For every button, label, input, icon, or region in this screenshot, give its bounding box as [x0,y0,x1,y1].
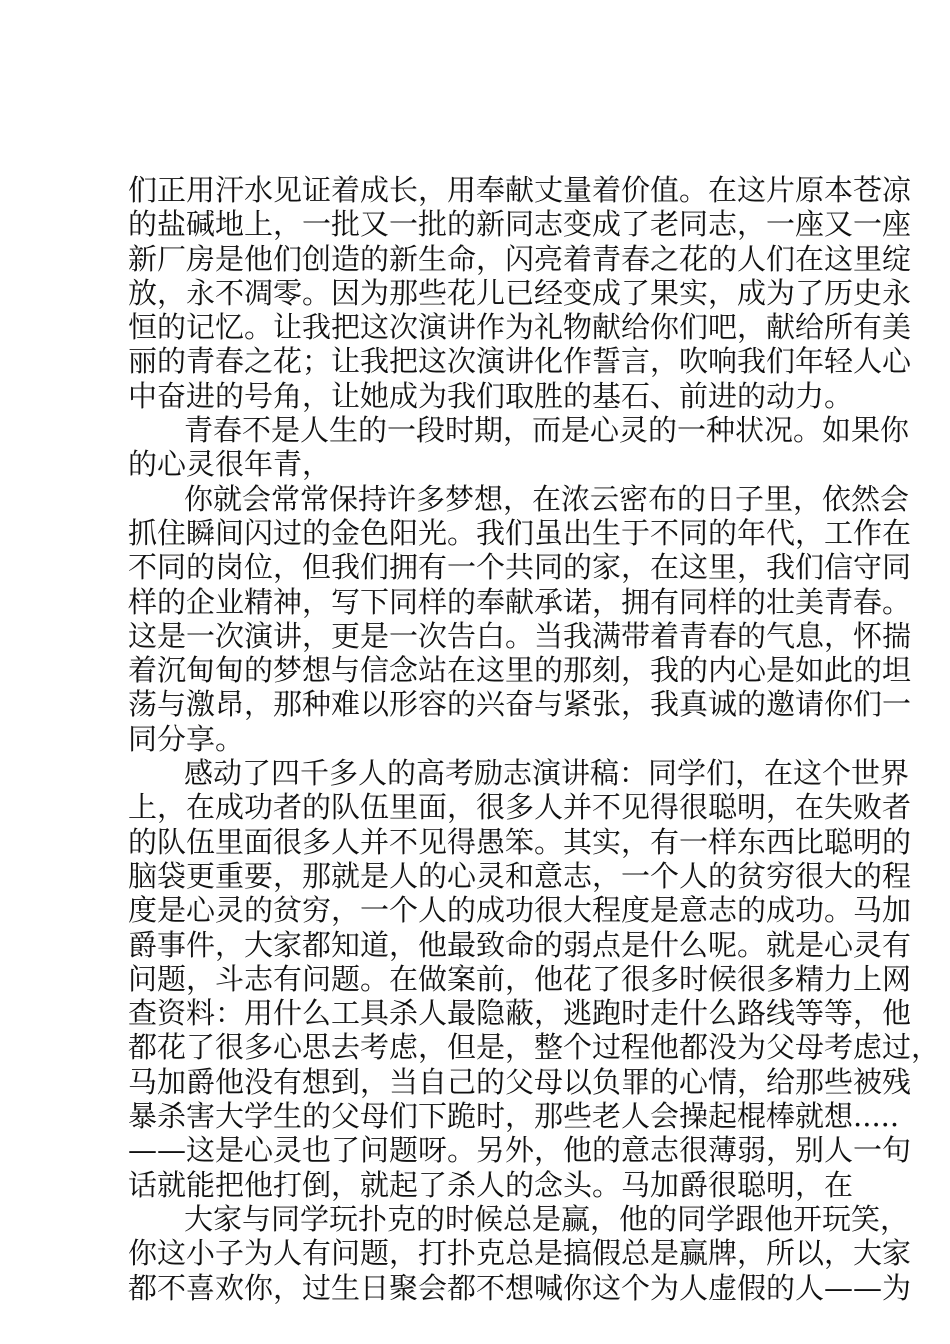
document-body [128,173,941,1305]
text-line: 着沉甸甸的梦想与信念站在这里的那刻，我的内心是如此的坦 [128,653,912,688]
text-line: 们正用汗水见证着成长，用奉献丈量着价值。在这片原本苍凉 [128,173,912,207]
text-line: 青春不是人生的一段时期，而是心灵的一种状况。如果你 [184,413,910,448]
text-line: 感动了四千多人的高考励志演讲稿：同学们，在这个世界 [184,756,910,791]
text-line: 都不喜欢你，过生日聚会都不想喊你这个为人虚假的人——为 [128,1270,912,1305]
paragraph [128,413,910,482]
text-line: 这是一次演讲，更是一次告白。当我满带着青春的气息，怀揣 [128,618,912,653]
text-line: 脑袋更重要，那就是人的心灵和意志，一个人的贫穷很大的程 [128,858,912,893]
text-line: 抓住瞬间闪过的金色阳光。我们虽出生于不同的年代，工作在 [128,515,912,550]
text-line: 的心灵很年青， [128,447,332,482]
text-line: 爵事件，大家都知道，他最致命的弱点是什么呢。就是心灵有 [128,927,912,962]
text-line: 新厂房是他们创造的新生命，闪亮着青春之花的人们在这里绽 [128,241,912,276]
text-line: 样的企业精神，写下同样的奉献承诺，拥有同样的壮美青春。 [128,584,912,619]
text-line: 你就会常常保持许多梦想，在浓云密布的日子里，依然会 [184,481,910,516]
text-line: 大家与同学玩扑克的时候总是赢，他的同学跟他开玩笑， [184,1201,910,1236]
text-line: 荡与激昂，那种难以形容的兴奋与紧张，我真诚的邀请你们一 [128,687,912,722]
paragraph [128,1201,912,1305]
text-line: 查资料：用什么工具杀人最隐蔽，逃跑时走什么路线等等，他 [128,996,912,1031]
text-line: 丽的青春之花；让我把这次演讲化作誓言，吹响我们年轻人心 [128,344,912,379]
text-line: 恒的记忆。让我把这次演讲作为礼物献给你们吧，献给所有美 [128,310,912,345]
text-line: 的队伍里面很多人并不见得愚笨。其实，有一样东西比聪明的 [128,824,912,859]
text-line: 的盐碱地上，一批又一批的新同志变成了老同志，一座又一座 [128,207,912,242]
text-line: 都花了很多心思去考虑，但是，整个过程他都没为父母考虑过， [128,1030,941,1065]
paragraph [128,756,941,1202]
text-line: 度是心灵的贫穷，一个人的成功很大程度是意志的成功。马加 [128,893,912,928]
text-line: 上，在成功者的队伍里面，很多人并不见得很聪明，在失败者 [128,790,912,825]
paragraph [128,173,912,413]
text-line: 不同的岗位，但我们拥有一个共同的家，在这里，我们信守同 [128,550,912,585]
paragraph [128,481,912,756]
text-line: ——这是心灵也了问题呀。另外，他的意志很薄弱，别人一句 [128,1133,912,1168]
text-line: 放，永不凋零。因为那些花儿已经变成了果实，成为了历史永 [128,275,912,310]
text-line: 中奋进的号角，让她成为我们取胜的基石、前进的动力。 [128,378,854,413]
text-line: 暴杀害大学生的父母们下跪时，那些老人会操起棍棒就想..... [128,1099,900,1134]
text-line: 问题，斗志有问题。在做案前，他花了很多时候很多精力上网 [128,961,912,996]
text-line: 你这小子为人有问题，打扑克总是搞假总是赢牌，所以，大家 [128,1236,912,1271]
text-line: 同分享。 [128,721,245,756]
text-line: 话就能把他打倒，就起了杀人的念头。马加爵很聪明，在 [128,1167,854,1202]
text-line: 马加爵他没有想到，当自己的父母以负罪的心情，给那些被残 [128,1064,912,1099]
